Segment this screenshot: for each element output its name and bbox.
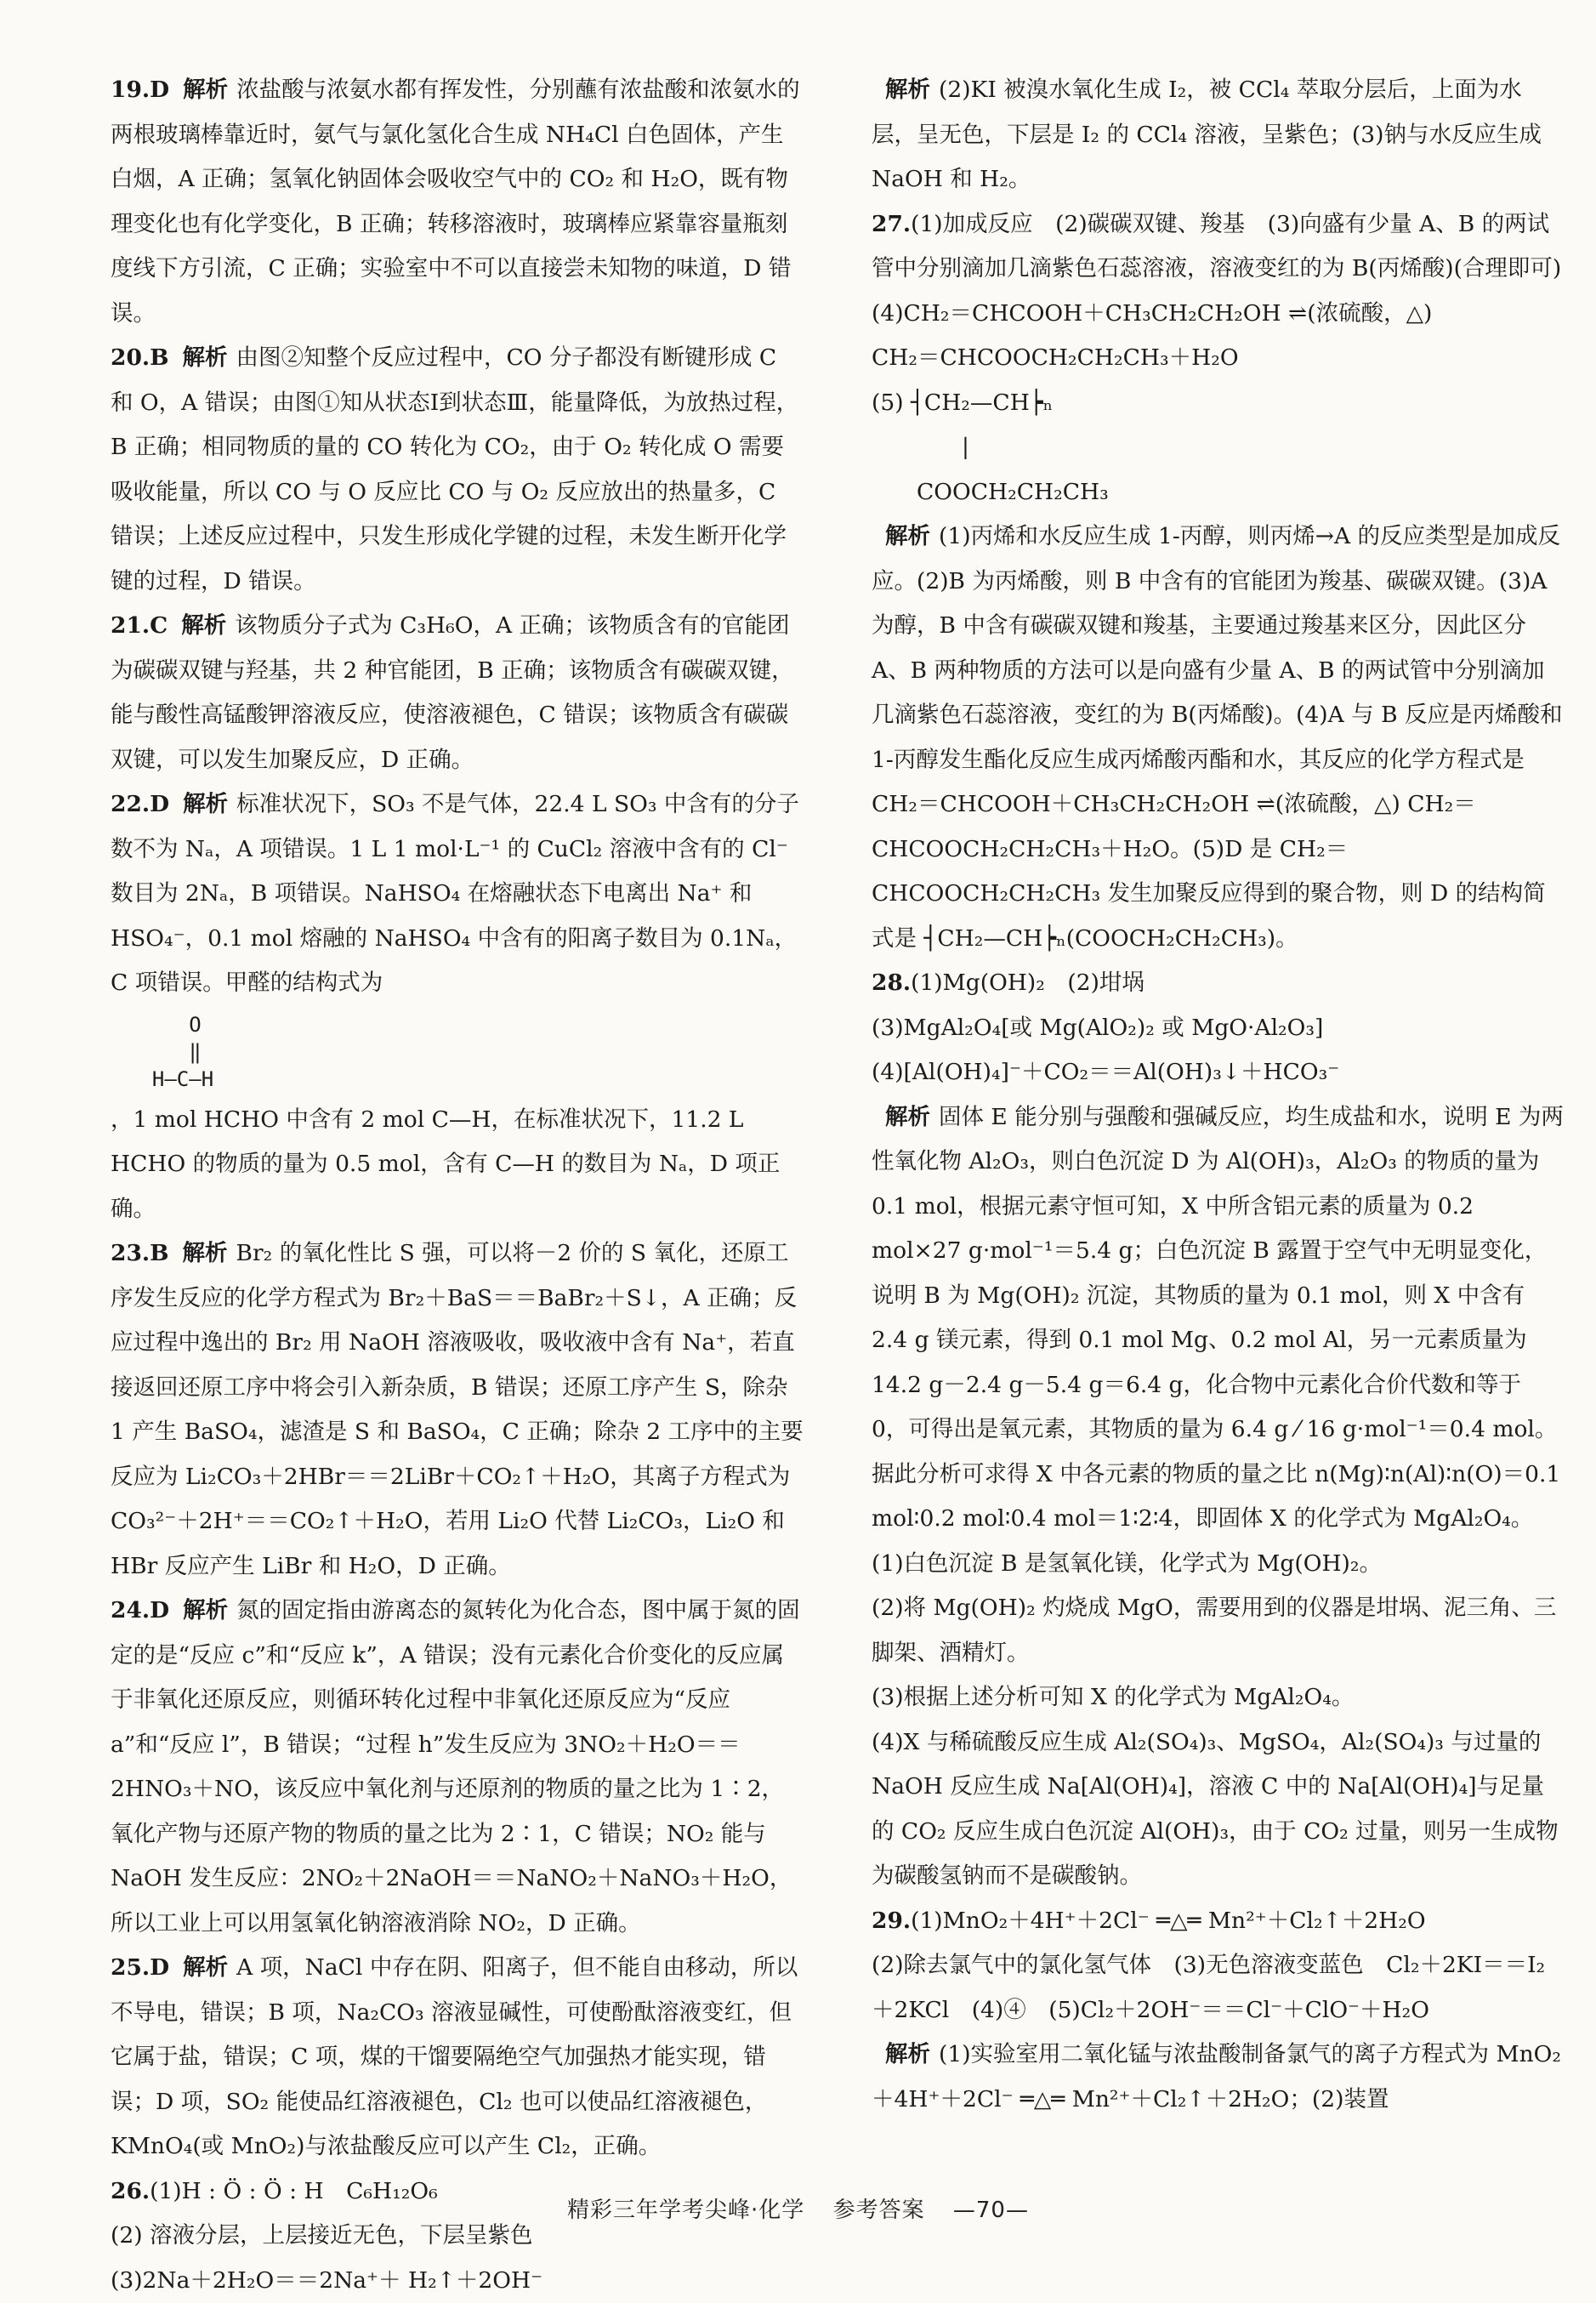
answer-text: (1)MnO₂＋4H⁺＋2Cl⁻ ═△═ Mn²⁺＋Cl₂↑＋2H₂O — [911, 1908, 1426, 1934]
answer-text: | — [872, 434, 969, 460]
explanation-tag: 解析 — [183, 1240, 228, 1266]
answer-entry — [872, 1899, 1565, 2123]
answer-line — [872, 336, 1565, 381]
answer-text: (3)2Na＋2H₂O＝＝2Na⁺＋ H₂↑＋2OH⁻ — [111, 2267, 542, 2294]
answer-entry — [111, 1946, 804, 2169]
explanation-text: A 项，NaCl 中存在阴、阳离子，但不能自由移动，所以不导电，错误；B 项，Na₂CO₃ 溶液显碱性，可使酚酞溶液变红，但它属于盐，错误；C 项，煤的干馏要隔绝空气加强热才能实现，错误；D 项，SO₂ 能使品红溶液褪色，Cl₂ 也可以使品红溶液褪色，KMnO₄(或 MnO₂)与浓盐酸反应可以产生 Cl₂，正确。 — [111, 1954, 798, 2159]
answer-entry — [111, 336, 804, 604]
explanation-subitem: (4)X 与稀硫酸反应生成 Al₂(SO₄)₃、MgSO₄，Al₂(SO₄)₃ 与过量的 NaOH 反应生成 Na[Al(OH)₄]，溶液 C 中的 Na[Al(OH)₄]与足量的 CO₂ 反应生成白色沉淀 Al(OH)₃，由于 CO₂ 过量，则另一生成物为碳酸氢钠而不是碳酸钠。 — [872, 1720, 1565, 1899]
answer-text: (4)[Al(OH)₄]⁻＋CO₂＝＝Al(OH)₃↓＋HCO₃⁻ — [872, 1059, 1339, 1085]
answer-line — [872, 961, 1565, 1006]
explanation-text: 该物质分子式为 C₃H₆O，A 正确；该物质含有的官能团为碳碳双键与羟基，共 2 种官能团，B 正确；该物质含有碳碳双键，能与酸性高锰酸钾溶液反应，使溶液褪色，C 错误；该物质含有碳碳双键，可以发生加聚反应，D 正确。 — [111, 612, 794, 773]
answer-text: (3)MgAl₂O₄[或 Mg(AlO₂)₂ 或 MgO·Al₂O₃] — [872, 1015, 1323, 1041]
explanation-paragraph — [111, 1946, 804, 2169]
question-number: 22. — [111, 791, 150, 817]
answer-choice: D — [150, 1597, 169, 1623]
answer-line — [872, 1006, 1565, 1051]
question-number: 27. — [872, 211, 911, 237]
answer-line — [872, 292, 1565, 337]
explanation-paragraph — [111, 604, 804, 782]
explanation-tag: 解析 — [183, 344, 228, 371]
answer-entry — [872, 202, 1565, 962]
answer-text: (1)Mg(OH)₂ (2)坩埚 — [911, 970, 1144, 996]
explanation-subitem: (1)白色沉淀 B 是氢氧化镁，化学式为 Mg(OH)₂。 — [872, 1542, 1565, 1587]
left-column — [111, 68, 804, 2303]
answer-line — [872, 202, 1565, 292]
question-number: 21. — [111, 612, 150, 639]
explanation-text: 由图②知整个反应过程中，CO 分子都没有断键形成 C 和 O，A 错误；由图①知从状态Ⅰ到状态Ⅲ，能量降低，为放热过程，B 正确；相同物质的量的 CO 转化为 CO₂，由于 O₂ 转化成 O 需要吸收能量，所以 CO 与 O 反应比 CO 与 O₂ 反应放出的热量多，C 错误；上述反应过程中，只发生形成化学键的过程，未发生断开化学键的过程，D 错误。 — [111, 344, 798, 594]
answer-text: (5) ┤CH₂—CH┝ₙ — [872, 390, 1053, 416]
answer-entry — [111, 1589, 804, 1946]
page-footer — [0, 2192, 1596, 2224]
explanation-paragraph — [111, 1231, 804, 1589]
explanation-paragraph — [872, 2033, 1565, 2122]
answer-entry — [111, 2169, 804, 2303]
explanation-paragraph — [111, 336, 804, 604]
explanation-text: 固体 E 能分别与强酸和强碱反应，均生成盐和水，说明 E 为两性氧化物 Al₂O₃，则白色沉淀 D 为 Al(OH)₃，Al₂O₃ 的物质的量为 0.1 mol，根据元素守恒可知，X 中所含铝元素的质量为 0.2 mol×27 g·mol⁻¹＝5.4 g；白色沉淀 B 露置于空气中无明显变化，说明 B 为 Mg(OH)₂ 沉淀，其物质的量为 0.1 mol，则 X 中含有 2.4 g 镁元素，得到 0.1 mol Mg、0.2 mol Al，另一元素质量为 14.2 g－2.4 g－5.4 g＝6.4 g，化合物中元素化合价代数和等于 0，可得出是氧元素，其物质的量为 6.4 g ⁄ 16 g·mol⁻¹＝0.4 mol。据此分析可求得 X 中各元素的物质的量之比 n(Mg)∶n(Al)∶n(O)＝0.1 mol∶0.2 mol∶0.4 mol＝1∶2∶4，即固体 X 的化学式为 MgAl₂O₄。 — [872, 1104, 1564, 1532]
answer-choice: B — [150, 344, 168, 371]
answer-text: (2)除去氯气中的氯化氢气体 (3)无色溶液变蓝色 Cl₂＋2KI＝＝I₂＋2KCl (4)④ (5)Cl₂＋2OH⁻＝＝Cl⁻＋ClO⁻＋H₂O — [872, 1952, 1545, 2023]
explanation-continued: ，1 mol HCHO 中含有 2 mol C—H，在标准状况下，11.2 L HCHO 的物质的量为 0.5 mol，含有 C—H 的数目为 Nₐ，D 项正确。 — [111, 1098, 804, 1232]
explanation-tag: 解析 — [181, 612, 226, 639]
explanation-text: (2)KI 被溴水氧化生成 I₂，被 CCl₄ 萃取分层后，上面为水层，呈无色，下层是 I₂ 的 CCl₄ 溶液，呈紫色；(3)钠与水反应生成 NaOH 和 H₂。 — [872, 77, 1542, 192]
explanation-text: (1)实验室用二氧化锰与浓盐酸制备氯气的离子方程式为 MnO₂＋4H⁺＋2Cl⁻ ═△═ Mn²⁺＋Cl₂↑＋2H₂O；(2)装置 — [872, 2041, 1561, 2113]
answer-choice: C — [150, 612, 168, 639]
explanation-tag: 解析 — [183, 77, 228, 103]
answer-choice: D — [150, 77, 169, 103]
answer-line — [872, 381, 1565, 426]
explanation-tag: 解析 — [885, 1104, 930, 1130]
question-number: 24. — [111, 1597, 150, 1623]
answer-text: CH₂＝CHCOOCH₂CH₂CH₃＋H₂O — [872, 344, 1239, 371]
question-number: 23. — [111, 1240, 150, 1266]
answer-line — [872, 1899, 1565, 1944]
answer-line — [872, 425, 1565, 470]
explanation-tag: 解析 — [885, 77, 930, 103]
explanation-paragraph — [872, 1095, 1565, 1542]
structural-formula: O ‖ H—C—H — [128, 1011, 804, 1093]
answer-choice: B — [150, 1240, 168, 1266]
answer-text: COOCH₂CH₂CH₃ — [872, 479, 1109, 505]
explanation-paragraph — [111, 782, 804, 1006]
right-column — [872, 68, 1565, 2122]
explanation-text: 氮的固定指由游离态的氮转化为化合态，图中属于氮的固定的是“反应 c”和“反应 k”，A 错误；没有元素化合价变化的反应属于非氧化还原反应，则循环转化过程中非氧化还原反应为“反应 a”和“反应 l”，B 错误；“过程 h”发生反应为 3NO₂＋H₂O＝＝2HNO₃＋NO，该反应中氧化剂与还原剂的物质的量之比为 1∶2，氧化产物与还原产物的物质的量之比为 2∶1，C 错误；NO₂ 能与 NaOH 发生反应：2NO₂＋2NaOH＝＝NaNO₂＋NaNO₃＋H₂O，所以工业上可以用氢氧化钠溶液消除 NO₂，D 正确。 — [111, 1597, 800, 1936]
answer-entry — [872, 961, 1565, 1899]
explanation-tag: 解析 — [183, 1954, 228, 1981]
explanation-tag: 解析 — [183, 1597, 228, 1623]
answer-entry — [111, 68, 804, 336]
question-number: 26. — [111, 2178, 150, 2204]
question-number: 29. — [872, 1908, 911, 1934]
answer-text: (1)H : Ö : Ö : H C₆H₁₂O₆ — [150, 2178, 438, 2204]
question-number: 25. — [111, 1954, 150, 1981]
answer-line — [872, 1943, 1565, 2033]
answer-entry — [111, 1231, 804, 1589]
explanation-paragraph — [872, 515, 1565, 961]
explanation-text: (1)丙烯和水反应生成 1-丙醇，则丙烯→A 的反应类型是加成反应。(2)B 为丙烯酸，则 B 中含有的官能团为羧基、碳碳双键。(3)A 为醇，B 中含有碳碳双键和羧基，主要通过羧基来区分，因此区分 A、B 两种物质的方法可以是向盛有少量 A、B 的两试管中分别滴加几滴紫色石蕊溶液，变红的为 B(丙烯酸)。(4)A 与 B 反应是丙烯酸和 1-丙醇发生酯化反应生成丙烯酸丙酯和水，其反应的化学方程式是 CH₂＝CHCOOH＋CH₃CH₂CH₂OH ⇌(浓硫酸，△) CH₂＝CHCOOCH₂CH₂CH₃＋H₂O。(5)D 是 CH₂＝CHCOOCH₂CH₂CH₃ 发生加聚反应得到的聚合物，则 D 的结构简式是 ┤CH₂—CH┝ₙ(COOCH₂CH₂CH₃)。 — [872, 523, 1563, 952]
explanation-tag: 解析 — [885, 2041, 930, 2067]
explanation-paragraph — [111, 68, 804, 336]
footer-section: 参考答案 — [833, 2198, 925, 2223]
answer-entry — [111, 782, 804, 1231]
explanation-text: 浓盐酸与浓氨水都有挥发性，分别蘸有浓盐酸和浓氨水的两根玻璃棒靠近时，氨气与氯化氢化合生成 NH₄Cl 白色固体，产生白烟，A 正确；氢氧化钠固体会吸收空气中的 CO₂ 和 H₂O，既有物理变化也有化学变化，B 正确；转移溶液时，玻璃棒应紧靠容量瓶刻度线下方引流，C 正确；实验室中不可以直接尝未知物的味道，D 错误。 — [111, 77, 800, 327]
explanation-subitem: (3)根据上述分析可知 X 的化学式为 MgAl₂O₄。 — [872, 1675, 1565, 1720]
answer-text: (1)加成反应 (2)碳碳双键、羧基 (3)向盛有少量 A、B 的两试管中分别滴加几滴紫色石蕊溶液，溶液变红的为 B(丙烯酸)(合理即可) — [872, 211, 1561, 282]
explanation-subitem: (2)将 Mg(OH)₂ 灼烧成 MgO，需要用到的仪器是坩埚、泥三角、三脚架、酒精灯。 — [872, 1586, 1565, 1675]
explanation-paragraph — [872, 68, 1565, 202]
answer-entry — [872, 68, 1565, 202]
answer-line — [111, 2259, 804, 2303]
explanation-text: Br₂ 的氧化性比 S 强，可以将－2 价的 S 氧化，还原工序发生反应的化学方程式为 Br₂＋BaS＝＝BaBr₂＋S↓，A 正确；反应过程中逸出的 Br₂ 用 NaOH 溶液吸收，吸收液中含有 Na⁺，若直接返回还原工序中将会引入新杂质，B 错误；还原工序产生 S，除杂 1 产生 BaSO₄，滤渣是 S 和 BaSO₄，C 正确；除杂 2 工序中的主要反应为 Li₂CO₃＋2HBr＝＝2LiBr＋CO₂↑＋H₂O，其离子方程式为 CO₃²⁻＋2H⁺＝＝CO₂↑＋H₂O，若用 Li₂O 代替 Li₂CO₃，Li₂O 和 HBr 反应产生 LiBr 和 H₂O，D 正确。 — [111, 1240, 804, 1579]
explanation-text: 标准状况下，SO₃ 不是气体，22.4 L SO₃ 中含有的分子数不为 Nₐ，A 项错误。1 L 1 mol·L⁻¹ 的 CuCl₂ 溶液中含有的 Cl⁻ 数目为 2Nₐ，B 项错误。NaHSO₄ 在熔融状态下电离出 Na⁺ 和 HSO₄⁻，0.1 mol 熔融的 NaHSO₄ 中含有的阳离子数目为 0.1Nₐ，C 项错误。甲醛的结构式为 — [111, 791, 799, 996]
question-number: 19. — [111, 77, 150, 103]
answer-text: (4)CH₂＝CHCOOH＋CH₃CH₂CH₂OH ⇌(浓硫酸，△) — [872, 300, 1432, 327]
question-number: 28. — [872, 970, 911, 996]
answer-choice: D — [150, 1954, 169, 1981]
footer-book-title: 精彩三年学考尖峰·化学 — [567, 2198, 804, 2223]
answer-text: (2) 溶液分层，上层接近无色，下层呈紫色 — [111, 2222, 532, 2249]
answer-entry — [111, 604, 804, 782]
footer-page-number: —70— — [953, 2198, 1029, 2223]
question-number: 20. — [111, 344, 150, 371]
answer-line — [872, 1050, 1565, 1095]
explanation-tag: 解析 — [183, 791, 228, 817]
explanation-tag: 解析 — [885, 523, 930, 549]
answer-choice: D — [150, 791, 169, 817]
answer-line — [872, 470, 1565, 515]
explanation-paragraph — [111, 1589, 804, 1946]
